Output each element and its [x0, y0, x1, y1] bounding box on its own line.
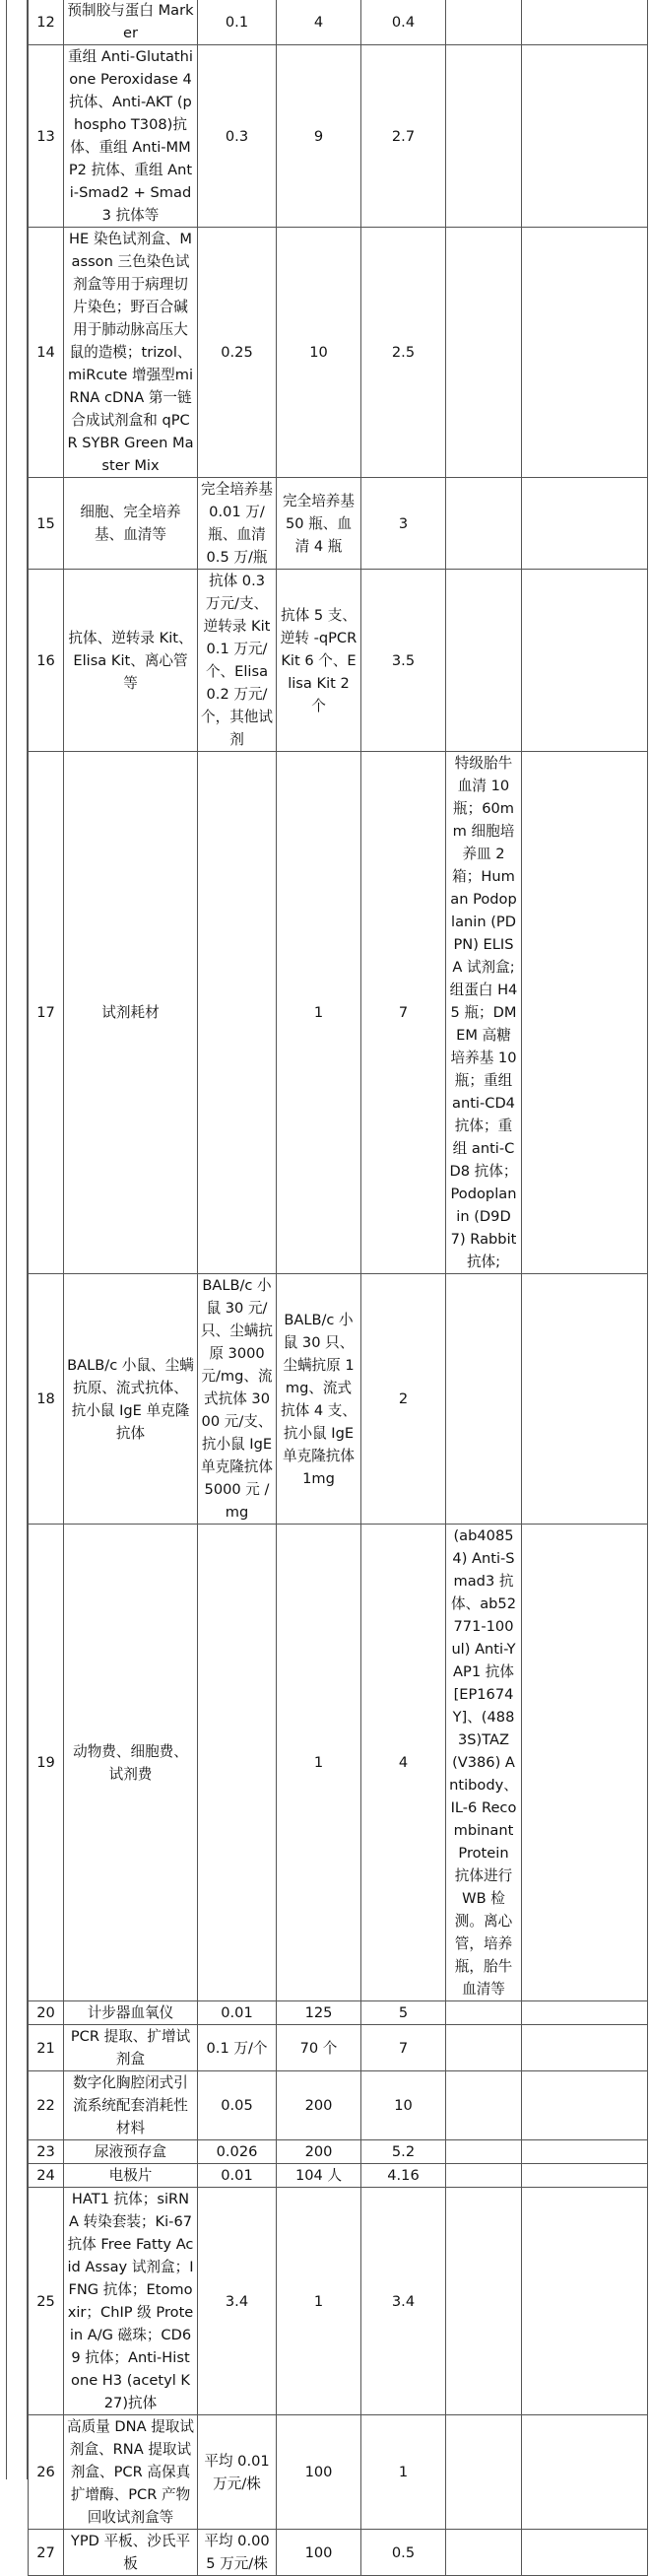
- row-number: 18: [29, 1274, 64, 1525]
- table-row: [29, 2071, 648, 2140]
- quantity: 100: [277, 2415, 361, 2530]
- table-row: [29, 2140, 648, 2164]
- empty-cell: [522, 45, 648, 228]
- table-row: [29, 228, 648, 478]
- unit-price: 0.25: [198, 228, 277, 478]
- subtotal: 7: [361, 2025, 446, 2071]
- left-margin-border: [0, 0, 28, 2479]
- row-number: 16: [29, 570, 64, 752]
- row-number: 25: [29, 2188, 64, 2415]
- subtotal: 2: [361, 1274, 446, 1525]
- row-number: 27: [29, 2530, 64, 2576]
- empty-cell: [522, 1525, 648, 2001]
- quantity: 9: [277, 45, 361, 228]
- unit-price: 平均 0.005 万元/株: [198, 2530, 277, 2576]
- unit-price: 0.3: [198, 45, 277, 228]
- subtotal: 3.5: [361, 570, 446, 752]
- table-row: [29, 2188, 648, 2415]
- subtotal: 3: [361, 478, 446, 570]
- note: (ab40854) Anti-Smad3 抗体、ab52771-100ul) Anti-YAP1 抗体 [EP1674Y]、(4883S)TAZ (V386) Antibody、IL-6 Recombinant Protein 抗体进行 WB 检测。离心管，培养瓶，胎牛血清等: [446, 1525, 522, 2001]
- table-row: [29, 1525, 648, 2001]
- table-row: [29, 1274, 648, 1525]
- table-row: [29, 752, 648, 1274]
- empty-cell: [522, 2415, 648, 2530]
- table-row: [29, 45, 648, 228]
- quantity: 104 人: [277, 2164, 361, 2188]
- row-number: 15: [29, 478, 64, 570]
- unit-price: 0.026: [198, 2140, 277, 2164]
- unit-price: 0.1 万/个: [198, 2025, 277, 2071]
- row-number: 26: [29, 2415, 64, 2530]
- row-number: 22: [29, 2071, 64, 2140]
- subtotal: 2.7: [361, 45, 446, 228]
- item-description: 重组 Anti-Glutathione Peroxidase 4 抗体、Anti-AKT (phospho T308)抗体、重组 Anti-MMP2 抗体、重组 Anti-Smad2 + Smad3 抗体等: [64, 45, 198, 228]
- row-number: 19: [29, 1525, 64, 2001]
- empty-cell: [522, 2071, 648, 2140]
- note: [446, 570, 522, 752]
- unit-price: 平均 0.01 万元/株: [198, 2415, 277, 2530]
- subtotal: 10: [361, 2071, 446, 2140]
- subtotal: 4: [361, 1525, 446, 2001]
- unit-price: 0.05: [198, 2071, 277, 2140]
- unit-price: BALB/c 小鼠 30 元/只、尘螨抗原 3000 元/mg、流式抗体 3000 元/支、抗小鼠 IgE 单克隆抗体 5000 元 /mg: [198, 1274, 277, 1525]
- subtotal: 1: [361, 2415, 446, 2530]
- item-description: 计步器血氧仪: [64, 2001, 198, 2025]
- empty-cell: [522, 478, 648, 570]
- table-row: [29, 2025, 648, 2071]
- item-description: 试剂耗材: [64, 752, 198, 1274]
- quantity: 10: [277, 228, 361, 478]
- table-row: [29, 570, 648, 752]
- row-number: 24: [29, 2164, 64, 2188]
- empty-cell: [522, 0, 648, 45]
- row-number: 13: [29, 45, 64, 228]
- subtotal: 5.2: [361, 2140, 446, 2164]
- unit-price: 0.1: [198, 0, 277, 45]
- quantity: 1: [277, 752, 361, 1274]
- empty-cell: [522, 2164, 648, 2188]
- table-row: [29, 2164, 648, 2188]
- item-description: HAT1 抗体；siRNA 转染套装；Ki-67 抗体 Free Fatty Acid Assay 试剂盒；IFNG 抗体；Etomoxir；ChIP 级 Protein A/G 磁珠；CD69 抗体；Anti-Histone H3 (acetyl K27)抗体: [64, 2188, 198, 2415]
- quantity: 70 个: [277, 2025, 361, 2071]
- row-number: 17: [29, 752, 64, 1274]
- subtotal: 4.16: [361, 2164, 446, 2188]
- table-row: [29, 2001, 648, 2025]
- quantity: 200: [277, 2071, 361, 2140]
- quantity: 完全培养基 50 瓶、血清 4 瓶: [277, 478, 361, 570]
- note: [446, 2164, 522, 2188]
- note: [446, 2415, 522, 2530]
- item-description: 高质量 DNA 提取试剂盒、RNA 提取试剂盒、PCR 高保真扩增酶、PCR 产物回收试剂盒等: [64, 2415, 198, 2530]
- table-row: [29, 0, 648, 45]
- empty-cell: [522, 570, 648, 752]
- quantity: 100: [277, 2530, 361, 2576]
- quantity: 1: [277, 2188, 361, 2415]
- note: [446, 2530, 522, 2576]
- note: [446, 478, 522, 570]
- quantity: 抗体 5 支、逆转 -qPCR Kit 6 个、Elisa Kit 2 个: [277, 570, 361, 752]
- unit-price: 3.4: [198, 2188, 277, 2415]
- quantity: BALB/c 小鼠 30 只、尘螨抗原 1mg、流式抗体 4 支、抗小鼠 IgE 单克隆抗体 1mg: [277, 1274, 361, 1525]
- empty-cell: [522, 752, 648, 1274]
- empty-cell: [522, 2530, 648, 2576]
- item-description: 数字化胸腔闭式引流系统配套消耗性材料: [64, 2071, 198, 2140]
- unit-price: [198, 752, 277, 1274]
- empty-cell: [522, 2140, 648, 2164]
- item-description: YPD 平板、沙氏平板: [64, 2530, 198, 2576]
- row-number: 12: [29, 0, 64, 45]
- note: [446, 1274, 522, 1525]
- row-number: 20: [29, 2001, 64, 2025]
- subtotal: 3.4: [361, 2188, 446, 2415]
- subtotal: 7: [361, 752, 446, 1274]
- note: [446, 2140, 522, 2164]
- empty-cell: [522, 2001, 648, 2025]
- item-description: BALB/c 小鼠、尘螨抗原、流式抗体、抗小鼠 IgE 单克隆抗体: [64, 1274, 198, 1525]
- row-number: 14: [29, 228, 64, 478]
- item-description: 尿液预存盒: [64, 2140, 198, 2164]
- subtotal: 2.5: [361, 228, 446, 478]
- item-description: 抗体、逆转录 Kit、Elisa Kit、离心管等: [64, 570, 198, 752]
- item-description: HE 染色试剂盒、Masson 三色染色试剂盒等用于病理切片染色；野百合碱用于肺动脉高压大鼠的造模；trizol、miRcute 增强型miRNA cDNA 第一链合成试剂盒和 qPCR SYBR Green Master Mix: [64, 228, 198, 478]
- table-row: [29, 2415, 648, 2530]
- empty-cell: [522, 2188, 648, 2415]
- item-description: 预制胶与蛋白 Marker: [64, 0, 198, 45]
- note: [446, 2025, 522, 2071]
- budget-table: [28, 0, 648, 2576]
- note: [446, 228, 522, 478]
- quantity: 1: [277, 1525, 361, 2001]
- empty-cell: [522, 228, 648, 478]
- note: [446, 0, 522, 45]
- note: [446, 2188, 522, 2415]
- subtotal: 0.5: [361, 2530, 446, 2576]
- subtotal: 5: [361, 2001, 446, 2025]
- row-number: 21: [29, 2025, 64, 2071]
- unit-price: 0.01: [198, 2164, 277, 2188]
- item-description: 细胞、完全培养基、血清等: [64, 478, 198, 570]
- note: [446, 2001, 522, 2025]
- item-description: 电极片: [64, 2164, 198, 2188]
- unit-price: 抗体 0.3 万元/支、逆转录 Kit 0.1 万元/个、Elisa 0.2 万元/个，其他试剂: [198, 570, 277, 752]
- table-row: [29, 2530, 648, 2576]
- note: [446, 45, 522, 228]
- note: [446, 2071, 522, 2140]
- unit-price: 完全培养基 0.01 万/瓶、血清 0.5 万/瓶: [198, 478, 277, 570]
- quantity: 125: [277, 2001, 361, 2025]
- quantity: 200: [277, 2140, 361, 2164]
- unit-price: 0.01: [198, 2001, 277, 2025]
- note: 特级胎牛血清 10 瓶；60mm 细胞培养皿 2 箱；Human Podoplanin (PDPN) ELISA 试剂盒;组蛋白 H4 5 瓶；DMEM 高糖培养基 10 瓶；重组 anti-CD4 抗体；重组 anti-CD8 抗体；Podoplanin (D9D7) Rabbit 抗体;: [446, 752, 522, 1274]
- empty-cell: [522, 1274, 648, 1525]
- item-description: PCR 提取、扩增试剂盒: [64, 2025, 198, 2071]
- subtotal: 0.4: [361, 0, 446, 45]
- table-row: [29, 478, 648, 570]
- row-number: 23: [29, 2140, 64, 2164]
- item-description: 动物费、细胞费、试剂费: [64, 1525, 198, 2001]
- quantity: 4: [277, 0, 361, 45]
- unit-price: [198, 1525, 277, 2001]
- empty-cell: [522, 2025, 648, 2071]
